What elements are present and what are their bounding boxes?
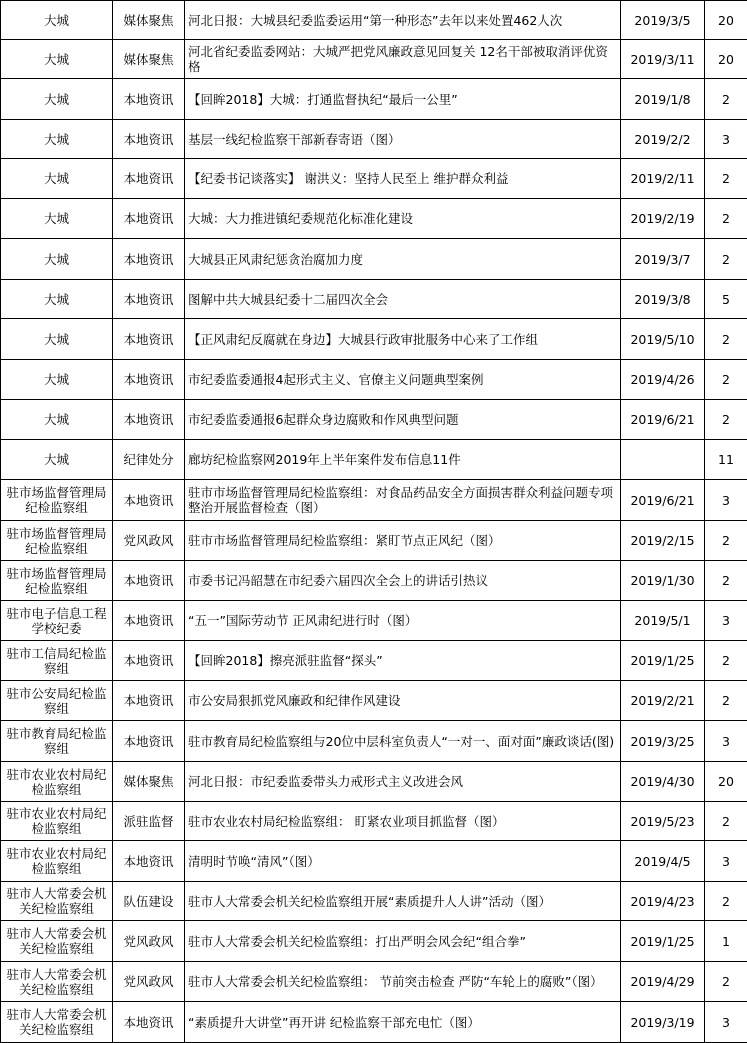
category-cell: 党风政风 xyxy=(113,921,185,962)
publish-date-cell: 2019/4/5 xyxy=(621,841,705,882)
unit-name-cell: 大城 xyxy=(1,360,113,400)
unit-name-cell: 驻市场监督管理局纪检监察组 xyxy=(1,521,113,561)
score-cell: 2 xyxy=(705,319,747,360)
category-cell: 纪律处分 xyxy=(113,440,185,480)
article-title-cell: 【正风肃纪反腐就在身边】大城县行政审批服务中心来了工作组 xyxy=(185,319,621,360)
unit-name-cell: 驻市工信局纪检监察组 xyxy=(1,641,113,681)
score-cell: 3 xyxy=(705,721,747,762)
publish-date-cell: 2019/2/15 xyxy=(621,521,705,561)
article-title-cell: 市纪委监委通报6起群众身边腐败和作风典型问题 xyxy=(185,400,621,440)
category-cell: 本地资讯 xyxy=(113,1002,185,1043)
table-row xyxy=(1,199,747,239)
article-title-cell: 大城县正风肃纪惩贪治腐加力度 xyxy=(185,239,621,280)
unit-name-cell: 驻市人大常委会机关纪检监察组 xyxy=(1,921,113,962)
publish-date-cell: 2019/5/10 xyxy=(621,319,705,360)
category-cell: 派驻监督 xyxy=(113,802,185,841)
category-cell: 本地资讯 xyxy=(113,601,185,641)
score-cell: 2 xyxy=(705,641,747,681)
article-title-cell: 大城：大力推进镇纪委规范化标准化建设 xyxy=(185,199,621,239)
article-title-cell: 驻市人大常委会机关纪检监察组开展“素质提升人人讲”活动（图） xyxy=(185,882,621,921)
article-title-cell: 驻市市场监督管理局纪检监察组：紧盯节点正风纪（图） xyxy=(185,521,621,561)
category-cell: 本地资讯 xyxy=(113,561,185,601)
category-cell: 本地资讯 xyxy=(113,681,185,721)
category-cell: 本地资讯 xyxy=(113,79,185,120)
table-row xyxy=(1,921,747,962)
category-cell: 本地资讯 xyxy=(113,360,185,400)
article-title-cell: 基层一线纪检监察干部新春寄语（图） xyxy=(185,120,621,159)
category-cell: 本地资讯 xyxy=(113,239,185,280)
unit-name-cell: 大城 xyxy=(1,120,113,159)
publish-date-cell: 2019/3/7 xyxy=(621,239,705,280)
publish-date-cell: 2019/6/21 xyxy=(621,480,705,521)
publish-date-cell: 2019/2/11 xyxy=(621,159,705,199)
unit-name-cell: 驻市教育局纪检监察组 xyxy=(1,721,113,762)
table-row xyxy=(1,239,747,280)
publish-date-cell: 2019/3/5 xyxy=(621,1,705,40)
publish-date-cell: 2019/1/8 xyxy=(621,79,705,120)
article-title-cell: 驻市人大常委会机关纪检监察组： 节前突击检查 严防“车轮上的腐败”（图） xyxy=(185,962,621,1002)
table-row xyxy=(1,480,747,521)
publish-date-cell: 2019/4/23 xyxy=(621,882,705,921)
unit-name-cell: 大城 xyxy=(1,79,113,120)
article-title-cell: 市公安局狠抓党风廉政和纪律作风建设 xyxy=(185,681,621,721)
score-cell: 2 xyxy=(705,239,747,280)
article-title-cell: 廊坊纪检监察网2019年上半年案件发布信息11件 xyxy=(185,440,621,480)
table-row xyxy=(1,280,747,319)
table-row xyxy=(1,79,747,120)
category-cell: 本地资讯 xyxy=(113,120,185,159)
publish-date-cell: 2019/4/26 xyxy=(621,360,705,400)
table-row xyxy=(1,400,747,440)
table-row xyxy=(1,521,747,561)
unit-name-cell: 大城 xyxy=(1,319,113,360)
publish-date-cell: 2019/3/25 xyxy=(621,721,705,762)
table-row xyxy=(1,681,747,721)
publish-date-cell: 2019/1/25 xyxy=(621,921,705,962)
publish-date-cell: 2019/1/25 xyxy=(621,641,705,681)
category-cell: 本地资讯 xyxy=(113,641,185,681)
table-row xyxy=(1,882,747,921)
category-cell: 本地资讯 xyxy=(113,319,185,360)
category-cell: 队伍建设 xyxy=(113,882,185,921)
category-cell: 媒体聚焦 xyxy=(113,1,185,40)
table-row xyxy=(1,360,747,400)
article-title-cell: 【纪委书记谈落实】 谢洪义：坚持人民至上 维护群众利益 xyxy=(185,159,621,199)
publish-date-cell: 2019/5/1 xyxy=(621,601,705,641)
table-row xyxy=(1,641,747,681)
unit-name-cell: 驻市人大常委会机关纪检监察组 xyxy=(1,882,113,921)
table-row xyxy=(1,319,747,360)
publish-date-cell: 2019/2/19 xyxy=(621,199,705,239)
category-cell: 党风政风 xyxy=(113,962,185,1002)
score-cell: 20 xyxy=(705,40,747,79)
score-cell: 2 xyxy=(705,521,747,561)
category-cell: 党风政风 xyxy=(113,521,185,561)
publish-date-cell xyxy=(621,440,705,480)
category-cell: 本地资讯 xyxy=(113,480,185,521)
article-title-cell: 河北省纪委监委网站：大城严把党风廉政意见回复关 12名干部被取消评优资格 xyxy=(185,40,621,79)
score-cell: 2 xyxy=(705,400,747,440)
unit-name-cell: 驻市人大常委会机关纪检监察组 xyxy=(1,962,113,1002)
table-row xyxy=(1,1002,747,1043)
table-row xyxy=(1,561,747,601)
unit-name-cell: 大城 xyxy=(1,440,113,480)
category-cell: 媒体聚焦 xyxy=(113,762,185,802)
category-cell: 本地资讯 xyxy=(113,841,185,882)
category-cell: 本地资讯 xyxy=(113,280,185,319)
article-title-cell: 驻市农业农村局纪检监察组： 盯紧农业项目抓监督（图） xyxy=(185,802,621,841)
table-row xyxy=(1,802,747,841)
publish-date-cell: 2019/1/30 xyxy=(621,561,705,601)
unit-name-cell: 大城 xyxy=(1,239,113,280)
unit-name-cell: 驻市公安局纪检监察组 xyxy=(1,681,113,721)
publish-date-cell: 2019/3/8 xyxy=(621,280,705,319)
score-cell: 2 xyxy=(705,199,747,239)
publish-date-cell: 2019/6/21 xyxy=(621,400,705,440)
publish-date-cell: 2019/2/21 xyxy=(621,681,705,721)
unit-name-cell: 驻市农业农村局纪检监察组 xyxy=(1,841,113,882)
table-row xyxy=(1,762,747,802)
score-cell: 2 xyxy=(705,882,747,921)
unit-name-cell: 大城 xyxy=(1,199,113,239)
publish-date-cell: 2019/4/30 xyxy=(621,762,705,802)
article-title-cell: 驻市教育局纪检监察组与20位中层科室负责人“一对一、面对面”廉政谈话(图) xyxy=(185,721,621,762)
score-cell: 3 xyxy=(705,1002,747,1043)
table-row xyxy=(1,120,747,159)
unit-name-cell: 大城 xyxy=(1,400,113,440)
category-cell: 本地资讯 xyxy=(113,721,185,762)
score-cell: 2 xyxy=(705,79,747,120)
article-title-cell: “五一”国际劳动节 正风肃纪进行时（图） xyxy=(185,601,621,641)
table-row xyxy=(1,440,747,480)
score-cell: 20 xyxy=(705,1,747,40)
score-cell: 2 xyxy=(705,561,747,601)
score-cell: 5 xyxy=(705,280,747,319)
publish-date-cell: 2019/4/29 xyxy=(621,962,705,1002)
article-title-cell: 驻市市场监督管理局纪检监察组：对食品药品安全方面损害群众利益问题专项整治开展监督检查（图） xyxy=(185,480,621,521)
score-cell: 11 xyxy=(705,440,747,480)
article-title-cell: 河北日报：大城县纪委监委运用“第一种形态”去年以来处置462人次 xyxy=(185,1,621,40)
table-row xyxy=(1,159,747,199)
table-row xyxy=(1,40,747,79)
table-row xyxy=(1,721,747,762)
unit-name-cell: 驻市场监督管理局纪检监察组 xyxy=(1,561,113,601)
publish-date-cell: 2019/5/23 xyxy=(621,802,705,841)
unit-name-cell: 大城 xyxy=(1,1,113,40)
article-title-cell: 市纪委监委通报4起形式主义、官僚主义问题典型案例 xyxy=(185,360,621,400)
score-cell: 2 xyxy=(705,360,747,400)
unit-name-cell: 驻市电子信息工程学校纪委 xyxy=(1,601,113,641)
publish-date-cell: 2019/3/19 xyxy=(621,1002,705,1043)
category-cell: 本地资讯 xyxy=(113,400,185,440)
article-title-cell: 河北日报：市纪委监委带头力戒形式主义改进会风 xyxy=(185,762,621,802)
unit-name-cell: 驻市人大常委会机关纪检监察组 xyxy=(1,1002,113,1043)
publish-date-cell: 2019/3/11 xyxy=(621,40,705,79)
article-title-cell: 【回眸2018】擦亮派驻监督“探头” xyxy=(185,641,621,681)
score-cell: 3 xyxy=(705,601,747,641)
unit-name-cell: 大城 xyxy=(1,40,113,79)
score-cell: 3 xyxy=(705,120,747,159)
score-cell: 2 xyxy=(705,962,747,1002)
score-cell: 2 xyxy=(705,159,747,199)
article-title-cell: “素质提升大讲堂”再开讲 纪检监察干部充电忙（图） xyxy=(185,1002,621,1043)
unit-name-cell: 大城 xyxy=(1,280,113,319)
score-cell: 2 xyxy=(705,681,747,721)
unit-name-cell: 驻市农业农村局纪检监察组 xyxy=(1,762,113,802)
publish-date-cell: 2019/2/2 xyxy=(621,120,705,159)
score-cell: 3 xyxy=(705,480,747,521)
score-cell: 20 xyxy=(705,762,747,802)
article-title-cell: 清明时节唤“清风”（图） xyxy=(185,841,621,882)
unit-name-cell: 驻市场监督管理局纪检监察组 xyxy=(1,480,113,521)
category-cell: 本地资讯 xyxy=(113,199,185,239)
table-row xyxy=(1,601,747,641)
unit-name-cell: 大城 xyxy=(1,159,113,199)
category-cell: 本地资讯 xyxy=(113,159,185,199)
article-title-cell: 驻市人大常委会机关纪检监察组：打出严明会风会纪“组合拳” xyxy=(185,921,621,962)
unit-name-cell: 驻市农业农村局纪检监察组 xyxy=(1,802,113,841)
score-cell: 2 xyxy=(705,802,747,841)
article-title-cell: 市委书记冯韶慧在市纪委六届四次全会上的讲话引热议 xyxy=(185,561,621,601)
score-cell: 3 xyxy=(705,841,747,882)
score-cell: 1 xyxy=(705,921,747,962)
table-row xyxy=(1,1,747,40)
articles-table-body xyxy=(1,1,747,1043)
table-row xyxy=(1,962,747,1002)
article-title-cell: 图解中共大城县纪委十二届四次全会 xyxy=(185,280,621,319)
category-cell: 媒体聚焦 xyxy=(113,40,185,79)
table-row xyxy=(1,841,747,882)
article-title-cell: 【回眸2018】大城：打通监督执纪“最后一公里” xyxy=(185,79,621,120)
